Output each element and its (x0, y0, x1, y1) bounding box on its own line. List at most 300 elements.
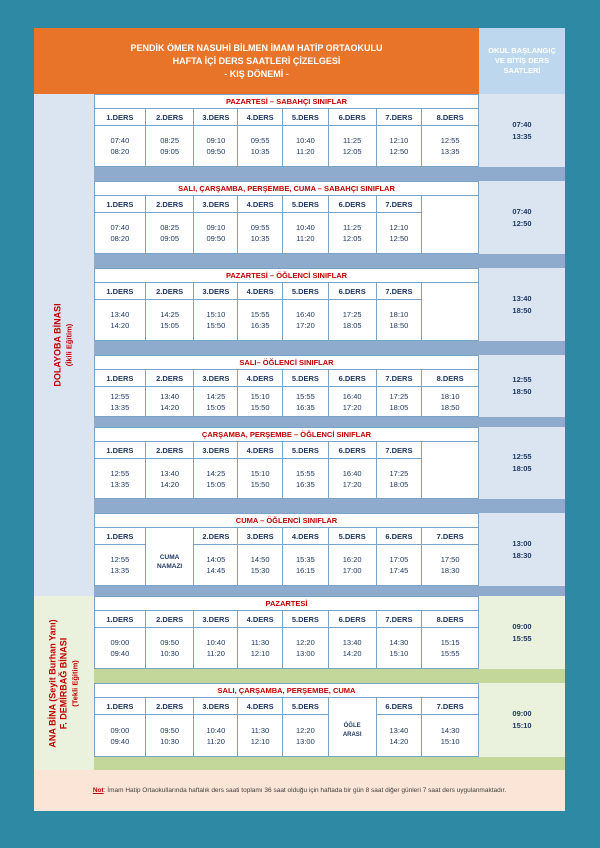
lesson-end: 12:05 (342, 147, 362, 156)
lesson-cell (377, 283, 423, 340)
lesson-end: 18:30 (440, 566, 460, 575)
lesson-name: 4.DERS (238, 611, 282, 628)
lesson-cell (377, 442, 423, 498)
side-header (479, 28, 565, 94)
lesson-name: 8.DERS (422, 611, 478, 628)
lesson-times (146, 628, 194, 668)
school-start-time: 12:55 (512, 452, 532, 461)
section-title: CUMA – ÖĞLENCİ SINIFLAR (94, 513, 479, 527)
lesson-cell (146, 283, 195, 340)
lesson-cell (238, 611, 283, 668)
lesson-end: 11:20 (296, 234, 315, 243)
lesson-cell (146, 528, 195, 585)
lesson-start: 14:30 (440, 725, 460, 735)
lesson-name: 4.DERS (283, 528, 328, 545)
lesson-times (238, 628, 282, 668)
lesson-times (146, 459, 194, 498)
lesson-cell (422, 109, 478, 166)
lesson-end: 14:20 (160, 479, 179, 489)
lesson-end: 18:05 (389, 402, 409, 412)
lesson-grid (94, 369, 479, 417)
lesson-times (146, 300, 194, 340)
lesson-start: 16:40 (296, 310, 315, 319)
lesson-cell (194, 442, 238, 498)
lesson-times (95, 628, 145, 668)
lesson-end: 12:05 (342, 234, 362, 243)
lesson-cell (422, 698, 478, 756)
lesson-cell (377, 698, 423, 756)
lesson-grid (94, 441, 479, 499)
lesson-cell (238, 442, 283, 498)
lesson-times (283, 459, 328, 498)
schedule-section (94, 181, 479, 254)
lesson-times (95, 213, 145, 253)
lesson-end: 15:30 (250, 566, 270, 575)
lesson-cell (194, 196, 238, 253)
lesson-end: 12:10 (250, 649, 270, 658)
lesson-times (329, 300, 376, 340)
lesson-times (238, 387, 282, 416)
lesson-name: 4.DERS (238, 370, 282, 387)
lesson-grid (94, 527, 479, 586)
lesson-cell (377, 611, 423, 668)
footer-note (34, 770, 565, 811)
lesson-cell (329, 698, 377, 756)
lesson-name: 6.DERS (329, 442, 376, 459)
side-header-line: OKUL BAŞLANGIÇ (488, 46, 556, 55)
lesson-cell (194, 611, 238, 668)
lesson-name: 3.DERS (194, 196, 237, 213)
lesson-end: 17:20 (296, 321, 315, 330)
lesson-name: 3.DERS (194, 283, 237, 300)
lesson-times (283, 300, 328, 340)
lesson-name: 7.DERS (377, 109, 422, 126)
lesson-end: 12:50 (389, 234, 409, 243)
section-separator (94, 586, 565, 596)
lesson-end: 15:50 (250, 402, 270, 412)
school-hours (479, 355, 565, 417)
lesson-times (422, 300, 478, 340)
section-separator (94, 417, 565, 427)
lesson-end: 09:05 (160, 234, 179, 243)
lesson-times (422, 715, 478, 756)
lesson-cell (422, 196, 478, 253)
lesson-times (95, 545, 145, 585)
lesson-name: 4.DERS (238, 698, 282, 715)
lesson-times (238, 300, 282, 340)
lesson-name: 5.DERS (329, 528, 376, 545)
lesson-end: 11:20 (206, 649, 225, 658)
lesson-start: 09:55 (250, 223, 270, 232)
lesson-times (194, 387, 237, 416)
break-label: ARASI (342, 732, 362, 738)
lesson-cell (95, 370, 146, 416)
school-hours (479, 427, 565, 499)
schedule-section (94, 683, 479, 757)
lesson-cell (329, 109, 377, 166)
school-hours (479, 268, 565, 341)
lesson-end: 18:50 (440, 402, 460, 412)
lesson-start: 14:25 (206, 468, 226, 478)
lesson-end: 13:35 (110, 479, 130, 489)
lesson-start: 13:40 (389, 725, 409, 735)
lesson-times (377, 545, 422, 585)
lesson-end: 08:20 (110, 234, 130, 243)
lesson-cell (194, 370, 238, 416)
lesson-times (377, 628, 422, 668)
lesson-cell (146, 611, 195, 668)
section-title: SALI– ÖĞLENCİ SINIFLAR (94, 355, 479, 369)
lesson-cell (422, 442, 478, 498)
lesson-start: 15:55 (296, 468, 315, 478)
lesson-times (95, 126, 145, 166)
lesson-end: 09:50 (206, 234, 226, 243)
lesson-end: 15:05 (206, 479, 226, 489)
lesson-cell (329, 442, 377, 498)
lesson-name: 2.DERS (146, 196, 194, 213)
lesson-end: 18:05 (342, 321, 362, 330)
section-title: ÇARŞAMBA, PERŞEMBE – ÖĞLENCİ SINIFLAR (94, 427, 479, 441)
school-name: PENDİK ÖMER NASUHİ BİLMEN İMAM HATİP ORTAOKULU (130, 42, 383, 53)
school-hours (479, 513, 565, 586)
lesson-cell (377, 109, 423, 166)
school-hours (479, 94, 565, 167)
lesson-name: 2.DERS (146, 698, 194, 715)
lesson-times (238, 213, 282, 253)
lesson-times (283, 126, 328, 166)
lesson-name: 8.DERS (422, 370, 478, 387)
lesson-name: 3.DERS (194, 442, 237, 459)
lesson-start: 11:30 (251, 638, 270, 647)
school-start-time: 09:00 (512, 621, 532, 631)
lesson-start: 17:25 (389, 468, 409, 478)
lesson-name: 7.DERS (422, 528, 478, 545)
lesson-start: 10:40 (296, 136, 315, 145)
lesson-end: 16:15 (296, 566, 315, 575)
school-end-time: 15:10 (512, 721, 532, 730)
lesson-name: 1.DERS (95, 283, 145, 300)
lesson-name: 3.DERS (194, 698, 237, 715)
lesson-end: 13:35 (440, 147, 460, 156)
lesson-name: 1.DERS (95, 698, 145, 715)
lesson-grid (94, 108, 479, 167)
lesson-name: 7.DERS (377, 283, 422, 300)
lesson-times (194, 628, 237, 668)
lesson-end: 08:20 (110, 147, 130, 156)
lesson-times (146, 213, 194, 253)
section-separator (94, 669, 565, 683)
schedule-section (94, 268, 479, 341)
lesson-name: 5.DERS (283, 370, 328, 387)
break-label: ÖĞLE (343, 723, 361, 729)
lesson-times (283, 628, 328, 668)
lesson-end: 09:50 (206, 147, 226, 156)
school-end-time: 18:05 (512, 464, 532, 473)
lesson-grid (94, 697, 479, 757)
lesson-start: 15:15 (440, 638, 460, 647)
section-separator (94, 254, 565, 268)
lesson-times (422, 126, 478, 166)
lesson-start: 14:50 (250, 555, 270, 564)
lesson-name: 1.DERS (95, 442, 145, 459)
lesson-times (283, 715, 328, 756)
school-start-time: 12:55 (512, 375, 532, 384)
lesson-start: 15:55 (250, 310, 270, 319)
lesson-times (238, 126, 282, 166)
lesson-start: 09:10 (206, 223, 226, 232)
lesson-name: 4.DERS (238, 196, 282, 213)
lesson-end: 14:20 (160, 402, 179, 412)
lesson-times (422, 459, 478, 498)
lesson-name: 6.DERS (329, 196, 376, 213)
lesson-start: 15:10 (250, 391, 270, 401)
lesson-name: 7.DERS (377, 611, 422, 628)
lesson-name: 4.DERS (238, 442, 282, 459)
schedule-section (94, 94, 479, 167)
section-title: SALI, ÇARŞAMBA, PERŞEMBE, CUMA – SABAHÇI SINIFLAR (94, 181, 479, 195)
lesson-cell (95, 283, 146, 340)
school-end-time: 18:30 (512, 550, 532, 560)
lesson-start: 16:40 (342, 468, 362, 478)
lesson-cell (377, 528, 423, 585)
lesson-cell (238, 370, 283, 416)
lesson-cell (95, 611, 146, 668)
lesson-times (95, 459, 145, 498)
section-title: SALI, ÇARŞAMBA, PERŞEMBE, CUMA (94, 683, 479, 697)
lesson-end: 10:35 (250, 147, 270, 156)
school-start-time: 13:40 (512, 293, 532, 303)
lesson-times (194, 459, 237, 498)
lesson-name: 2.DERS (146, 283, 194, 300)
lesson-cell (194, 698, 238, 756)
lesson-cell (283, 698, 329, 756)
lesson-name: 6.DERS (329, 611, 376, 628)
building-name: ANA BİNA (Seyit Burhan Yanı) (47, 618, 58, 748)
lesson-cell (146, 698, 195, 756)
lesson-name: 2.DERS (194, 528, 237, 545)
lesson-cell (283, 528, 329, 585)
lesson-name: 4.DERS (238, 109, 282, 126)
lesson-end: 15:55 (440, 649, 460, 658)
school-start-time: 13:00 (512, 538, 532, 548)
lesson-start: 14:25 (160, 310, 179, 319)
building-name: DOLAYOBA BİNASI (53, 303, 63, 387)
lesson-end: 11:20 (206, 736, 225, 746)
break-label: NAMAZI (156, 562, 183, 570)
lesson-name: 1.DERS (95, 109, 145, 126)
lesson-end: 11:20 (296, 147, 315, 156)
lesson-times (422, 628, 478, 668)
lesson-name (422, 283, 478, 300)
lesson-name: 1.DERS (95, 611, 145, 628)
lesson-name: 7.DERS (377, 442, 422, 459)
lesson-start: 12:10 (389, 136, 409, 145)
lesson-cell (377, 196, 423, 253)
lesson-end: 10:35 (250, 234, 270, 243)
lesson-end: 15:50 (206, 321, 226, 330)
section-separator (94, 499, 565, 513)
lesson-name (422, 196, 478, 213)
lesson-end: 15:10 (440, 736, 460, 746)
lesson-start: 09:00 (110, 638, 130, 647)
document-header (34, 28, 479, 94)
lesson-cell (283, 109, 329, 166)
lesson-times (283, 545, 328, 585)
lesson-cell (95, 196, 146, 253)
lesson-name: 6.DERS (377, 528, 422, 545)
lesson-start: 11:25 (343, 223, 362, 232)
lesson-end: 10:30 (160, 649, 179, 658)
lesson-start: 11:25 (343, 136, 362, 145)
lesson-start: 10:40 (206, 725, 226, 735)
lesson-start: 09:00 (110, 725, 130, 735)
lesson-cell (377, 370, 423, 416)
side-header-line: VE BİTİŞ DERS (494, 56, 550, 65)
school-hours (479, 596, 565, 669)
lesson-cell (194, 283, 238, 340)
lesson-start: 14:30 (389, 638, 409, 647)
lesson-start: 12:55 (110, 468, 130, 478)
lesson-times (95, 387, 145, 416)
lesson-start: 10:40 (296, 223, 315, 232)
lesson-start: 13:40 (160, 468, 179, 478)
lesson-times (146, 126, 194, 166)
lesson-start: 15:10 (250, 468, 270, 478)
section-title: PAZARTESİ (94, 596, 479, 610)
lesson-name: 1.DERS (95, 370, 145, 387)
lesson-cell (238, 196, 283, 253)
timetable-sheet (34, 28, 565, 811)
lesson-grid (94, 195, 479, 254)
lesson-cell (283, 283, 329, 340)
lesson-cell (422, 528, 478, 585)
lesson-start: 15:10 (206, 310, 226, 319)
lesson-start: 17:25 (389, 391, 409, 401)
building-name-2: F. DEMİRBAĞ BİNASI (58, 637, 69, 729)
lesson-end: 12:50 (389, 147, 409, 156)
schedule-section (94, 355, 479, 417)
lesson-name: 3.DERS (238, 528, 282, 545)
side-header-line: SAATLERİ (503, 66, 541, 75)
lesson-name: 6.DERS (377, 698, 422, 715)
lesson-end: 13:00 (296, 736, 315, 746)
lesson-times (238, 459, 282, 498)
lesson-start: 12:55 (110, 555, 130, 564)
lesson-cell (422, 370, 478, 416)
lesson-end: 12:10 (250, 736, 270, 746)
lesson-name: 3.DERS (194, 109, 237, 126)
section-separator (94, 167, 565, 181)
document-title: HAFTA İÇİ DERS SAATLERİ ÇİZELGESİ (172, 55, 341, 66)
lesson-times (329, 126, 376, 166)
lesson-cell (95, 109, 146, 166)
lesson-end: 14:20 (110, 321, 130, 330)
lesson-cell (95, 528, 146, 585)
school-start-time: 09:00 (512, 709, 532, 718)
lesson-times (146, 387, 194, 416)
lesson-end: 13:35 (110, 566, 130, 575)
lesson-times (194, 545, 237, 585)
lesson-start: 18:10 (389, 310, 409, 319)
lesson-name: 1.DERS (95, 196, 145, 213)
lesson-name: 5.DERS (283, 109, 328, 126)
lesson-times (377, 459, 422, 498)
lesson-name: 6.DERS (329, 283, 376, 300)
lesson-start: 09:50 (160, 638, 179, 647)
lesson-name: 2.DERS (146, 611, 194, 628)
lesson-times (194, 126, 237, 166)
lesson-end: 17:20 (342, 402, 362, 412)
lesson-name: 5.DERS (283, 442, 328, 459)
lesson-start: 10:40 (206, 638, 226, 647)
lesson-cell (146, 109, 195, 166)
lesson-name: 6.DERS (329, 370, 376, 387)
school-end-time: 12:50 (512, 218, 532, 228)
lesson-end: 09:40 (110, 736, 130, 746)
lesson-cell (95, 698, 146, 756)
lesson-cell (238, 109, 283, 166)
lesson-times (422, 213, 478, 253)
lesson-start: 07:40 (110, 223, 130, 232)
school-start-time: 07:40 (512, 206, 532, 216)
lesson-end: 15:50 (250, 479, 270, 489)
lesson-cell (329, 611, 377, 668)
lesson-start: 17:50 (440, 555, 460, 564)
lesson-name: 6.DERS (329, 109, 376, 126)
term-label: - KIŞ DÖNEMİ - (224, 68, 289, 79)
lesson-grid (94, 610, 479, 669)
note-label: Not (92, 786, 104, 794)
note-text: : İmam Hatip Ortaokullarında haftalık ders saati toplamı 36 saat olduğu için haftada bir gün 8 saat diğer günleri 7 saat ders uygulanmaktadır. (103, 786, 507, 794)
lesson-times (194, 300, 237, 340)
school-hours (479, 181, 565, 254)
lesson-cell (422, 611, 478, 668)
lesson-name: 4.DERS (238, 283, 282, 300)
lesson-start: 09:10 (206, 136, 226, 145)
lesson-name (422, 442, 478, 459)
lesson-cell (422, 283, 478, 340)
lesson-start: 07:40 (110, 136, 130, 145)
lesson-times (377, 387, 422, 416)
schedule-section (94, 513, 479, 586)
lesson-times (329, 213, 376, 253)
lesson-cell (329, 196, 377, 253)
lesson-start: 08:25 (160, 223, 179, 232)
lesson-start: 17:05 (389, 555, 409, 564)
school-start-time: 07:40 (512, 119, 532, 129)
lesson-cell (238, 283, 283, 340)
school-end-time: 15:55 (512, 633, 532, 643)
lesson-times (329, 628, 376, 668)
lesson-end: 10:30 (160, 736, 179, 746)
lesson-cell (238, 698, 283, 756)
lesson-cell (146, 370, 195, 416)
building-subtitle: (İkili Eğitim) (65, 323, 74, 367)
lesson-start: 17:25 (342, 310, 362, 319)
lesson-cell (194, 109, 238, 166)
lesson-start: 16:20 (342, 555, 362, 564)
lesson-times (422, 545, 478, 585)
lesson-start: 14:25 (206, 391, 226, 401)
lesson-end: 15:05 (160, 321, 179, 330)
section-title: PAZARTESİ – SABAHÇI SINIFLAR (94, 94, 479, 108)
lesson-times (377, 213, 422, 253)
lesson-times (377, 715, 422, 756)
lesson-start: 12:20 (296, 638, 315, 647)
lesson-end: 15:05 (206, 402, 226, 412)
lesson-name: 5.DERS (283, 283, 328, 300)
lesson-name: 5.DERS (283, 196, 328, 213)
